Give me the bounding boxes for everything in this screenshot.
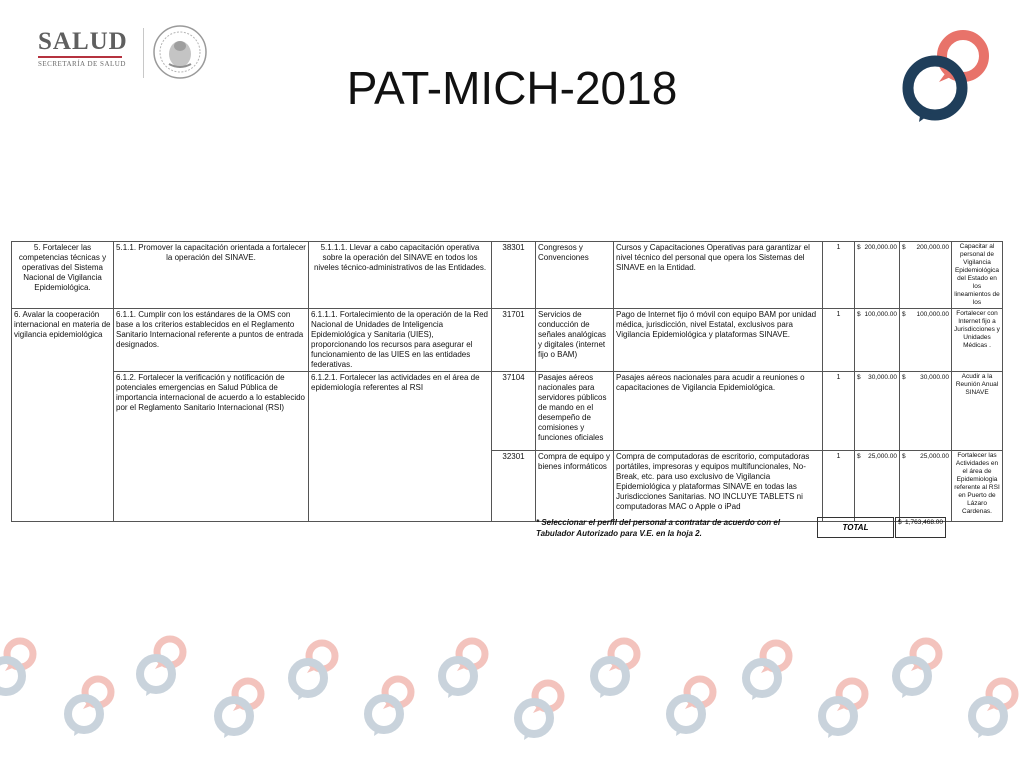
quantity-cell: 1 <box>823 372 855 451</box>
decorative-pattern <box>0 630 1024 768</box>
total-cost-cell: $ 100,000.00 <box>900 309 952 372</box>
total-label: TOTAL <box>817 517 894 538</box>
budget-code-cell: 31701 <box>492 309 536 372</box>
budget-code-cell: 37104 <box>492 372 536 451</box>
budget-plan-table <box>11 241 1003 522</box>
description-cell: Pasajes aéreos nacionales para acudir a reuniones o capacitaciones de Vigilancia Epidemiológica. <box>614 372 823 451</box>
objective-cell: 5. Fortalecer las competencias técnicas y operativas del Sistema Nacional de Vigilancia Epidemiológica. <box>12 242 114 309</box>
budget-code-cell: 32301 <box>492 451 536 522</box>
justification-cell: Fortalecer las Actividades en el área de Epidemiologia referente al RSI en Puerto de Lázaro Cardenas. <box>952 451 1003 522</box>
salud-logo-subtitle: SECRETARÍA DE SALUD <box>38 60 126 68</box>
description-cell: Pago de Internet fijo ó móvil con equipo BAM por unidad médica, jurisdicción, nivel Estatal, exclusivos para Vigilancia Epidemiológica y plataformas SINAVE. <box>614 309 823 372</box>
unit-cost-cell: $ 200,000.00 <box>855 242 900 309</box>
action-cell: 6.1.1.1. Fortalecimiento de la operación de la Red Nacional de Unidades de Inteligencia Epidemiológica y Sanitaria (UIES), proporcionando los recursos para asegurar el funcionamiento de las UIES en las entidades federativas. <box>309 309 492 372</box>
quantity-cell: 1 <box>823 242 855 309</box>
quantity-cell: 1 <box>823 309 855 372</box>
strategy-cell: 6.1.1. Cumplir con los estándares de la OMS con base a los criterios establecidos en el Reglamento Sanitario Internacional referente a puntos de entrada designados. <box>114 309 309 372</box>
total-cost-cell: $ 200,000.00 <box>900 242 952 309</box>
strategy-cell: 5.1.1. Promover la capacitación orientada a fortalecer la operación del SINAVE. <box>114 242 309 309</box>
table-row <box>12 242 1003 309</box>
action-cell: 6.1.2.1. Fortalecer las actividades en el área de epidemiología referentes al RSI <box>309 372 492 522</box>
description-cell: Compra de computadoras de escritorio, computadoras portátiles, impresoras y equipos multifuncionales, No-Break, etc. para uso exclusivo de Vigilancia Epidemiológica y plataformas SINAVE en todas las Jurisdicciones Sanitarias. NO INCLUYE TABLETS ni computadoras MAC o Apple o iPad <box>614 451 823 522</box>
action-cell: 5.1.1.1. Llevar a cabo capacitación operativa sobre la operación del SINAVE en todos los niveles técnico-administrativos de las Entidades. <box>309 242 492 309</box>
salud-logo-word: SALUD <box>38 28 128 55</box>
total-currency: $ <box>898 519 902 526</box>
unit-cost-cell: $ 100,000.00 <box>855 309 900 372</box>
justification-cell: Acudir a la Reunión Anual SINAVE <box>952 372 1003 451</box>
justification-cell: Capacitar al personal de Vigilancia Epidemiológica del Estado en los lineamientos de los <box>952 242 1003 309</box>
total-cost-cell: $ 30,000.00 <box>900 372 952 451</box>
table-row <box>12 309 1003 372</box>
page-title: PAT-MICH-2018 <box>346 62 678 114</box>
objective-cell: 6. Avalar la cooperación internacional en materia de vigilancia epidemiológica <box>12 309 114 522</box>
justification-cell: Fortalecer con Internet fijo a Jurisdicciones y Unidades Médicas . <box>952 309 1003 372</box>
concept-cell: Pasajes aéreos nacionales para servidores públicos de mando en el desempeño de comisiones y funciones oficiales <box>536 372 614 451</box>
brand-logo-icon <box>895 26 995 126</box>
unit-cost-cell: $ 25,000.00 <box>855 451 900 522</box>
quantity-cell: 1 <box>823 451 855 522</box>
unit-cost-cell: $ 30,000.00 <box>855 372 900 451</box>
total-cost-cell: $ 25,000.00 <box>900 451 952 522</box>
table-row <box>12 372 1003 451</box>
description-cell: Cursos y Capacitaciones Operativas para garantizar el nivel técnico del personal que opera los Sistemas del SINAVE en la Entidad. <box>614 242 823 309</box>
concept-cell: Congresos y Convenciones <box>536 242 614 309</box>
concept-cell: Compra de equipo y bienes informáticos <box>536 451 614 522</box>
total-value <box>895 517 946 538</box>
strategy-cell: 6.1.2. Fortalecer la verificación y notificación de potenciales emergencias en Salud Pública de importancia internacional de acuerdo a lo establecido por el Reglamento Sanitario Internacional (RSI) <box>114 372 309 522</box>
profile-note: * Seleccionar el perfil del personal a contratar de acuerdo con el Tabulador Autorizado para V.E. en la hoja 2. <box>536 518 781 538</box>
budget-code-cell: 38301 <box>492 242 536 309</box>
concept-cell: Servicios de conducción de señales analógicas y digitales (internet fijo o BAM) <box>536 309 614 372</box>
total-amount: 1,763,468.00 <box>905 519 943 526</box>
